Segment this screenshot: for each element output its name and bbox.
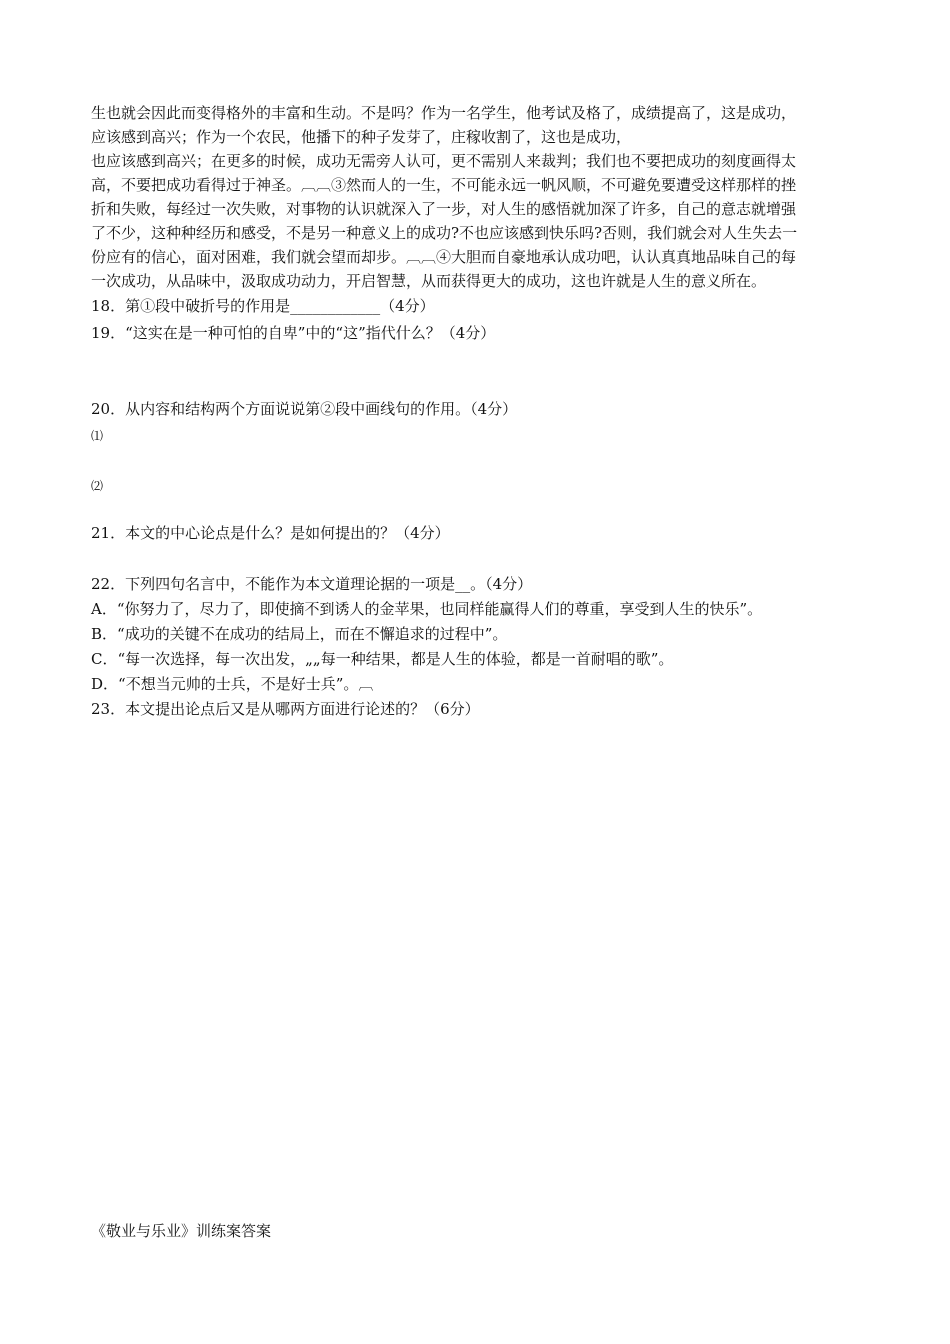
option-b: B．“成功的关键不在成功的结局上，而在不懈追求的过程中”。 [91,625,508,643]
answer-marker-1: ⑴ [91,429,104,443]
footer-title: 《敬业与乐业》训练案答案 [91,1222,272,1240]
passage-line: 了不少，这种种经历和感受，不是另一种意义上的成功?不也应该感到快乐吗?否则，我们就会对人生失去一 [91,224,798,242]
passage-line: 应该感到高兴；作为一个农民，他播下的种子发芽了，庄稼收割了，这也是成功， [91,128,632,146]
passage-line: 一次成功，从品味中，汲取成功动力，开启智慧，从而获得更大的成功，这也许就是人生的意义所在。 [91,272,767,290]
question-20: 20．从内容和结构两个方面说说第②段中画线句的作用。（4分） [91,400,518,418]
passage-line: 折和失败，每经过一次失败，对事物的认识就深入了一步，对人生的感悟就加深了许多，自己的意志就增强 [91,200,797,218]
option-d: D．“不想当元帅的士兵，不是好士兵”。︹ [91,675,374,693]
passage-line: 生也就会因此而变得格外的丰富和生动。不是吗？作为一名学生，他考试及格了，成绩提高了，这是成功， [91,104,797,122]
question-19: 19．“这实在是一种可怕的自卑”中的“这”指代什么？（4分） [91,324,496,342]
option-c: C．“每一次选择，每一次出发，„„每一种结果，都是人生的体验，都是一首耐唱的歌”。 [91,650,674,668]
passage-line: 高，不要把成功看得过于神圣。︹︹③然而人的一生，不可能永远一帆风顺，不可避免要遭受这样那样的挫 [91,176,797,194]
passage-line: 也应该感到高兴；在更多的时候，成功无需旁人认可，更不需别人来裁判；我们也不要把成功的刻度画得太 [91,152,797,170]
question-18: 18．第①段中破折号的作用是____________（4分） [91,297,435,315]
passage-line: 份应有的信心，面对困难，我们就会望而却步。︹︹④大胆而自豪地承认成功吧，认认真真地品味自己的每 [91,248,797,266]
option-a: A．“你努力了，尽力了，即使摘不到诱人的金苹果，也同样能赢得人们的尊重，享受到人生的快乐”。 [91,600,763,618]
question-21: 21．本文的中心论点是什么？是如何提出的？（4分） [91,524,450,542]
question-23: 23．本文提出论点后又是从哪两方面进行论述的？（6分） [91,700,480,718]
answer-marker-2: ⑵ [91,479,104,493]
question-22: 22．下列四句名言中，不能作为本文道理论据的一项是__。（4分） [91,575,533,593]
